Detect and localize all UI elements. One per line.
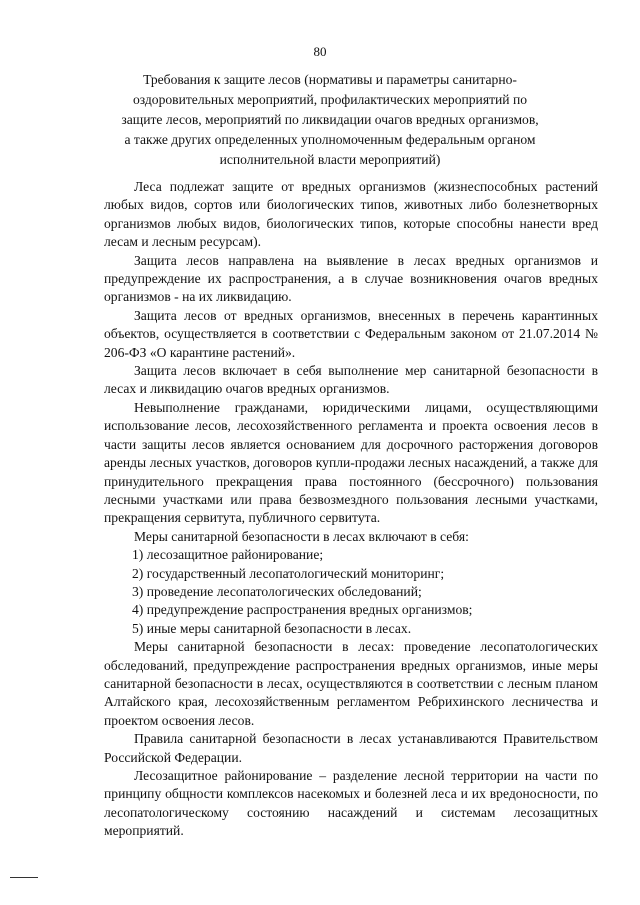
scan-edge-mark	[10, 877, 38, 878]
paragraph: Меры санитарной безопасности в лесах: проведение лесопатологических обследований, предупреждение распространения вредных организмов, иные меры санитарной безопасности в лесах, осуществляются в соответствии с лесным планом Алтайского края, лесохозяйственным регламентом Ребрихинского лесничества и проектом освоения лесов.	[104, 639, 598, 728]
list-item: 3) проведение лесопатологических обследований;	[132, 583, 422, 599]
list-item: 5) иные меры санитарной безопасности в лесах.	[132, 620, 412, 636]
paragraph: Меры санитарной безопасности в лесах включают в себя:	[134, 528, 469, 544]
paragraph: Защита лесов включает в себя выполнение мер санитарной безопасности в лесах и ликвидацию очагов вредных организмов.	[104, 363, 598, 397]
page-number: 80	[313, 44, 327, 59]
list-item: 1) лесозащитное районирование;	[132, 547, 324, 563]
list-item: 4) предупреждение распространения вредных организмов;	[132, 602, 473, 618]
paragraph: Защита лесов направлена на выявление в лесах вредных организмов и предупреждение их распространения, а в случае возникновения очагов вредных организмов - на их ликвидацию.	[104, 252, 598, 305]
paragraph: Леса подлежат защите от вредных организмов (жизнеспособных растений любых видов, сортов или биологических типов, животных либо болезнетворных организмов любых видов, биологических типов, которые способны нанести вред лесам и лесным ресурсам).	[104, 179, 598, 250]
paragraph: Невыполнение гражданами, юридическими лицами, осуществляющими использование лесов, лесохозяйственного регламента и проекта освоения лесов в части защиты лесов является основанием для досрочного расторжения договоров аренды лесных участков, договоров купли-продажи лесных насаждений, а также для принудительного прекращения права постоянного (бессрочного) пользования лесными участками или права безвозмездного пользования лесными участками, прекращения сервитута, публичного сервитута.	[104, 399, 598, 526]
document-body	[104, 178, 598, 841]
paragraph: Правила санитарной безопасности в лесах устанавливаются Правительством Российской Федерации.	[104, 731, 598, 765]
paragraph: Лесозащитное районирование – разделение лесной территории на части по принципу общности комплексов насекомых и болезней леса и их вредоносности, по лесопатологическому состоянию насаждений и системам лесозащитных мероприятий.	[104, 768, 598, 839]
paragraph: Защита лесов от вредных организмов, внесенных в перечень карантинных объектов, осуществляется в соответствии с Федеральным законом от 21.07.2014 № 206-ФЗ «О карантине растений».	[104, 307, 598, 360]
list-item: 2) государственный лесопатологический мониторинг;	[132, 565, 445, 581]
section-title: Требования к защите лесов (нормативы и параметры санитарно-оздоровительных мероприятий, профилактических мероприятий по защите лесов, мероприятий по ликвидации очагов вредных организмов, а также других определенных уполномоченным федеральным органом исполнительной власти мероприятий)	[121, 72, 539, 167]
